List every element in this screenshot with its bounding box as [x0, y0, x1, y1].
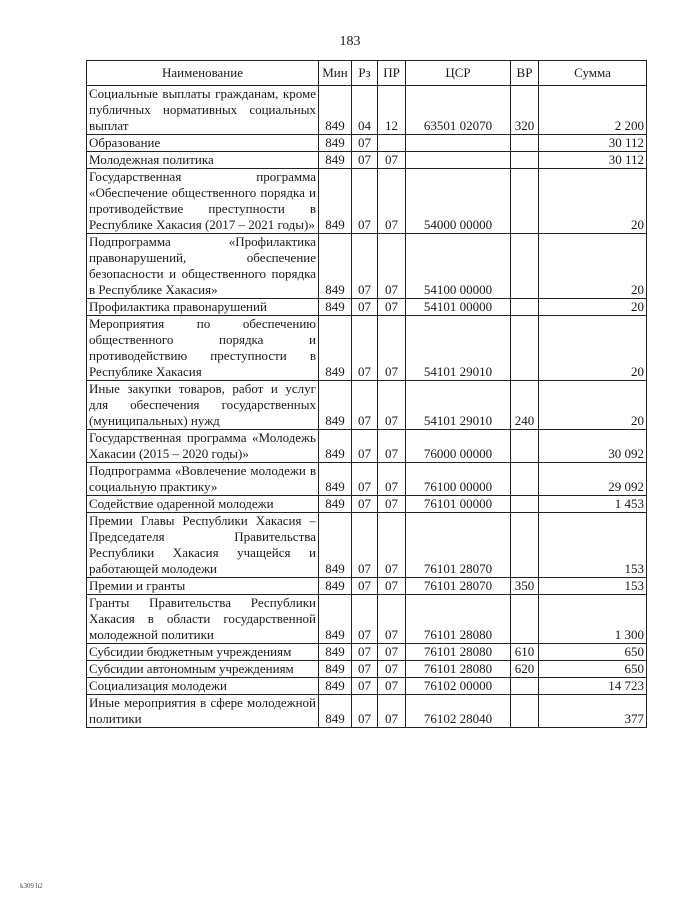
- cell-min: 849: [319, 513, 352, 578]
- cell-rz: 07: [352, 513, 378, 578]
- cell-csr: 76101 28070: [406, 578, 511, 595]
- cell-csr: 63501 02070: [406, 86, 511, 135]
- cell-vr: [511, 169, 539, 234]
- cell-name: Образование: [87, 135, 319, 152]
- cell-sum: 153: [539, 513, 647, 578]
- cell-name: Подпрограмма «Профилактика правонарушений, обеспечение безопасности и общественного порядка в Республике Хакасия»: [87, 234, 319, 299]
- cell-rz: 07: [352, 135, 378, 152]
- cell-min: 849: [319, 644, 352, 661]
- cell-pr: 07: [378, 644, 406, 661]
- cell-rz: 07: [352, 578, 378, 595]
- cell-min: 849: [319, 234, 352, 299]
- cell-pr: 07: [378, 513, 406, 578]
- cell-min: 849: [319, 316, 352, 381]
- cell-rz: 07: [352, 463, 378, 496]
- cell-rz: 07: [352, 234, 378, 299]
- cell-vr: [511, 430, 539, 463]
- cell-pr: 07: [378, 169, 406, 234]
- cell-vr: [511, 234, 539, 299]
- cell-name: Субсидии бюджетным учреждениям: [87, 644, 319, 661]
- cell-sum: 20: [539, 169, 647, 234]
- cell-rz: 07: [352, 661, 378, 678]
- cell-csr: 76102 28040: [406, 695, 511, 728]
- cell-name: Иные закупки товаров, работ и услуг для обеспечения государственных (муниципальных) нужд: [87, 381, 319, 430]
- cell-vr: 240: [511, 381, 539, 430]
- cell-pr: 07: [378, 595, 406, 644]
- cell-vr: [511, 678, 539, 695]
- cell-sum: 20: [539, 316, 647, 381]
- page-number: 183: [339, 34, 361, 49]
- table-row: [87, 578, 647, 595]
- header-rz: Рз: [352, 61, 378, 86]
- cell-vr: [511, 463, 539, 496]
- cell-csr: 54101 29010: [406, 381, 511, 430]
- cell-name: Мероприятия по обеспечению общественного порядка и противодействию преступности в Республике Хакасия: [87, 316, 319, 381]
- cell-sum: 20: [539, 234, 647, 299]
- cell-vr: [511, 695, 539, 728]
- cell-rz: 07: [352, 595, 378, 644]
- cell-sum: 20: [539, 381, 647, 430]
- cell-min: 849: [319, 661, 352, 678]
- cell-rz: 07: [352, 695, 378, 728]
- table-row: [87, 86, 647, 135]
- table-row: [87, 430, 647, 463]
- cell-vr: [511, 513, 539, 578]
- cell-pr: 07: [378, 695, 406, 728]
- cell-csr: [406, 152, 511, 169]
- cell-sum: 650: [539, 644, 647, 661]
- header-name: Наименование: [87, 61, 319, 86]
- cell-rz: 07: [352, 316, 378, 381]
- cell-pr: 07: [378, 316, 406, 381]
- cell-pr: [378, 135, 406, 152]
- table-row: [87, 152, 647, 169]
- cell-name: Гранты Правительства Республики Хакасия в области государственной молодежной политики: [87, 595, 319, 644]
- cell-pr: 07: [378, 234, 406, 299]
- cell-vr: 620: [511, 661, 539, 678]
- cell-vr: [511, 595, 539, 644]
- header-min: Мин: [319, 61, 352, 86]
- cell-pr: 07: [378, 381, 406, 430]
- table-row: [87, 661, 647, 678]
- cell-sum: 29 092: [539, 463, 647, 496]
- cell-sum: 14 723: [539, 678, 647, 695]
- cell-name: Профилактика правонарушений: [87, 299, 319, 316]
- cell-name: Молодежная политика: [87, 152, 319, 169]
- table-body: [87, 86, 647, 728]
- cell-min: 849: [319, 678, 352, 695]
- cell-csr: 54101 00000: [406, 299, 511, 316]
- cell-min: 849: [319, 299, 352, 316]
- cell-min: 849: [319, 463, 352, 496]
- cell-csr: 54101 29010: [406, 316, 511, 381]
- cell-csr: 76101 00000: [406, 496, 511, 513]
- cell-pr: 07: [378, 661, 406, 678]
- cell-min: 849: [319, 695, 352, 728]
- table-row: [87, 695, 647, 728]
- table-row: [87, 381, 647, 430]
- cell-pr: 12: [378, 86, 406, 135]
- cell-vr: 350: [511, 578, 539, 595]
- cell-rz: 07: [352, 299, 378, 316]
- cell-csr: 54100 00000: [406, 234, 511, 299]
- table-row: [87, 316, 647, 381]
- table-row: [87, 234, 647, 299]
- cell-name: Премии и гранты: [87, 578, 319, 595]
- cell-rz: 07: [352, 496, 378, 513]
- cell-min: 849: [319, 430, 352, 463]
- cell-rz: 07: [352, 169, 378, 234]
- cell-vr: [511, 316, 539, 381]
- table-row: [87, 513, 647, 578]
- cell-name: Государственная программа «Молодежь Хакасии (2015 – 2020 годы)»: [87, 430, 319, 463]
- cell-rz: 07: [352, 430, 378, 463]
- cell-min: 849: [319, 86, 352, 135]
- cell-csr: 76102 00000: [406, 678, 511, 695]
- table-row: [87, 644, 647, 661]
- cell-name: Подпрограмма «Вовлечение молодежи в социальную практику»: [87, 463, 319, 496]
- cell-min: 849: [319, 135, 352, 152]
- cell-vr: [511, 135, 539, 152]
- budget-table: [86, 60, 647, 728]
- cell-pr: 07: [378, 299, 406, 316]
- cell-sum: 30 112: [539, 152, 647, 169]
- table-row: [87, 463, 647, 496]
- cell-sum: 650: [539, 661, 647, 678]
- cell-csr: 76100 00000: [406, 463, 511, 496]
- table-row: [87, 595, 647, 644]
- cell-rz: 04: [352, 86, 378, 135]
- cell-csr: 54000 00000: [406, 169, 511, 234]
- cell-name: Содействие одаренной молодежи: [87, 496, 319, 513]
- table-row: [87, 496, 647, 513]
- cell-min: 849: [319, 381, 352, 430]
- cell-csr: 76101 28070: [406, 513, 511, 578]
- table-row: [87, 169, 647, 234]
- cell-csr: [406, 135, 511, 152]
- cell-min: 849: [319, 169, 352, 234]
- cell-pr: 07: [378, 430, 406, 463]
- header-vr: ВР: [511, 61, 539, 86]
- cell-vr: 320: [511, 86, 539, 135]
- cell-name: Социальные выплаты гражданам, кроме публичных нормативных социальных выплат: [87, 86, 319, 135]
- header-sum: Сумма: [539, 61, 647, 86]
- cell-csr: 76101 28080: [406, 644, 511, 661]
- cell-sum: 153: [539, 578, 647, 595]
- footer-code: k309 h2: [20, 882, 43, 890]
- cell-pr: 07: [378, 578, 406, 595]
- cell-vr: 610: [511, 644, 539, 661]
- cell-vr: [511, 152, 539, 169]
- cell-rz: 07: [352, 381, 378, 430]
- cell-name: Премии Главы Республики Хакасия – Председателя Правительства Республики Хакасия учащейся и работающей молодежи: [87, 513, 319, 578]
- cell-rz: 07: [352, 678, 378, 695]
- cell-csr: 76000 00000: [406, 430, 511, 463]
- cell-sum: 2 200: [539, 86, 647, 135]
- cell-vr: [511, 496, 539, 513]
- table-row: [87, 678, 647, 695]
- cell-sum: 1 300: [539, 595, 647, 644]
- cell-sum: 30 092: [539, 430, 647, 463]
- cell-vr: [511, 299, 539, 316]
- cell-sum: 30 112: [539, 135, 647, 152]
- cell-name: Иные мероприятия в сфере молодежной политики: [87, 695, 319, 728]
- cell-name: Социализация молодежи: [87, 678, 319, 695]
- cell-name: Субсидии автономным учреждениям: [87, 661, 319, 678]
- cell-sum: 20: [539, 299, 647, 316]
- cell-rz: 07: [352, 152, 378, 169]
- cell-name: Государственная программа «Обеспечение общественного порядка и противодействие преступности в Республике Хакасия (2017 – 2021 годы)»: [87, 169, 319, 234]
- cell-min: 849: [319, 578, 352, 595]
- header-pr: ПР: [378, 61, 406, 86]
- cell-pr: 07: [378, 463, 406, 496]
- cell-rz: 07: [352, 644, 378, 661]
- cell-csr: 76101 28080: [406, 661, 511, 678]
- table-row: [87, 299, 647, 316]
- table-header-row: [87, 61, 647, 86]
- cell-sum: 1 453: [539, 496, 647, 513]
- cell-csr: 76101 28080: [406, 595, 511, 644]
- cell-min: 849: [319, 496, 352, 513]
- cell-min: 849: [319, 152, 352, 169]
- cell-sum: 377: [539, 695, 647, 728]
- cell-min: 849: [319, 595, 352, 644]
- cell-pr: 07: [378, 496, 406, 513]
- table-row: [87, 135, 647, 152]
- cell-pr: 07: [378, 152, 406, 169]
- header-csr: ЦСР: [406, 61, 511, 86]
- cell-pr: 07: [378, 678, 406, 695]
